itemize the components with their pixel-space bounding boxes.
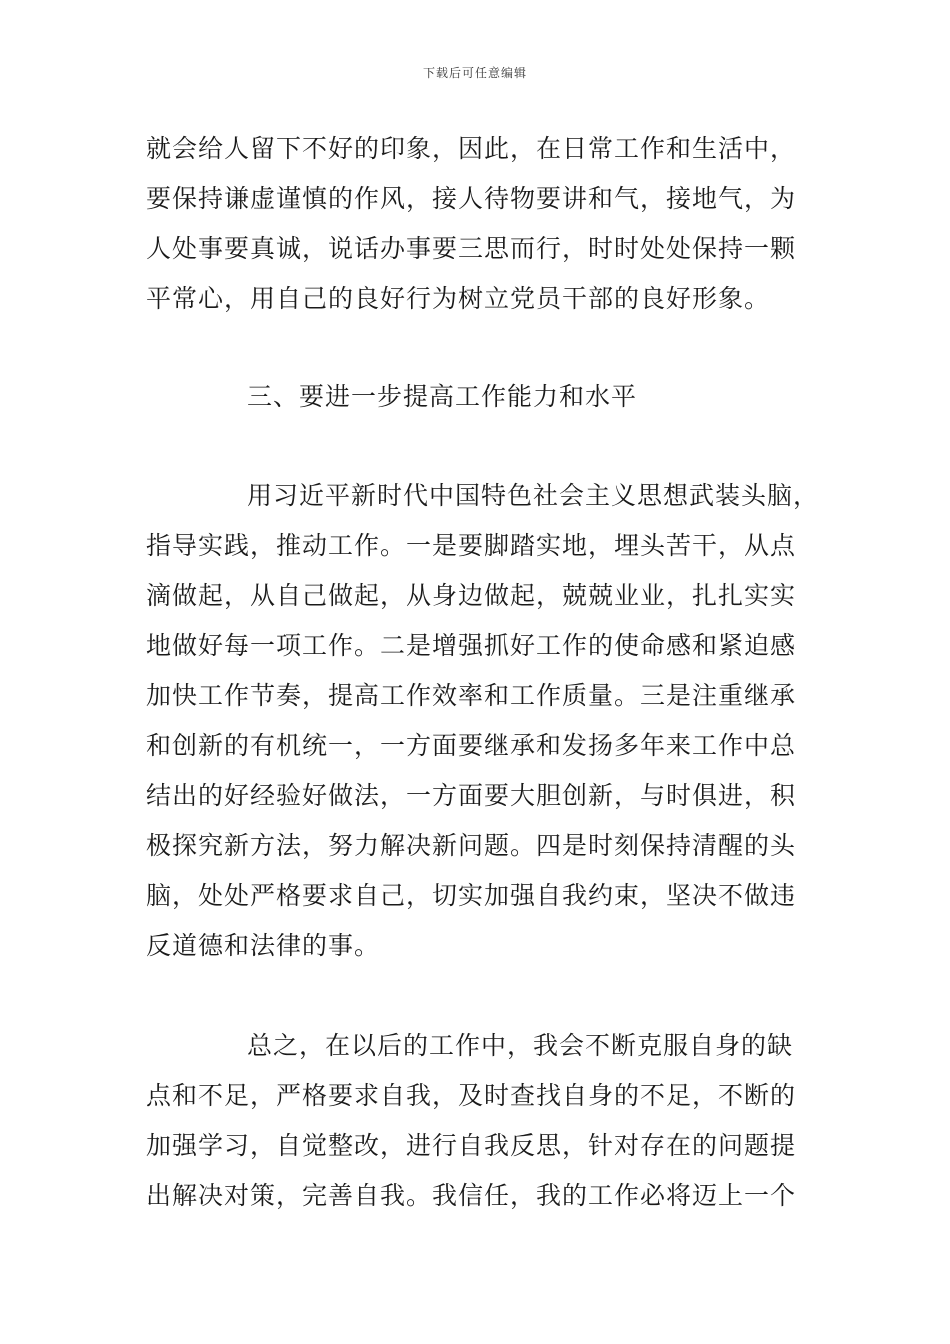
section-heading: 三、要进一步提高工作能力和水平	[247, 382, 638, 411]
paragraph-line: 极探究新方法，努力解决新问题。四是时刻保持清醒的头	[146, 831, 797, 860]
paragraph-line: 点和不足，严格要求自我，及时查找自身的不足，不断的	[146, 1081, 797, 1110]
paragraph-line: 地做好每一项工作。二是增强抓好工作的使命感和紧迫感	[146, 631, 797, 660]
paragraph-line: 就会给人留下不好的印象，因此，在日常工作和生活中，	[146, 134, 797, 163]
paragraph-line: 结出的好经验好做法，一方面要大胆创新，与时俱进，积	[146, 781, 797, 810]
paragraph-line: 和创新的有机统一，一方面要继承和发扬多年来工作中总	[146, 731, 797, 760]
paragraph-line: 总之，在以后的工作中，我会不断克服自身的缺	[247, 1031, 794, 1060]
paragraph-line: 加快工作节奏，提高工作效率和工作质量。三是注重继承	[146, 681, 797, 710]
paragraph-line: 平常心，用自己的良好行为树立党员干部的良好形象。	[146, 284, 771, 313]
paragraph-line: 脑，处处严格要求自己，切实加强自我约束，坚决不做违	[146, 881, 797, 910]
paragraph-line: 滴做起，从自己做起，从身边做起，兢兢业业，扎扎实实	[146, 581, 797, 610]
paragraph-line: 反道德和法律的事。	[146, 931, 381, 960]
paragraph-line: 加强学习，自觉整改，进行自我反思，针对存在的问题提	[146, 1131, 797, 1160]
paragraph-line: 出解决对策，完善自我。我信任，我的工作必将迈上一个	[146, 1181, 797, 1210]
paragraph-line: 要保持谦虚谨慎的作风，接人待物要讲和气，接地气，为	[146, 184, 797, 213]
paragraph-line: 人处事要真诚，说话办事要三思而行，时时处处保持一颗	[146, 234, 797, 263]
paragraph-line: 指导实践，推动工作。一是要脚踏实地，埋头苦干，从点	[146, 531, 797, 560]
paragraph-line: 用习近平新时代中国特色社会主义思想武装头脑，	[247, 481, 820, 510]
page-header-note: 下载后可任意编辑	[422, 66, 527, 80]
